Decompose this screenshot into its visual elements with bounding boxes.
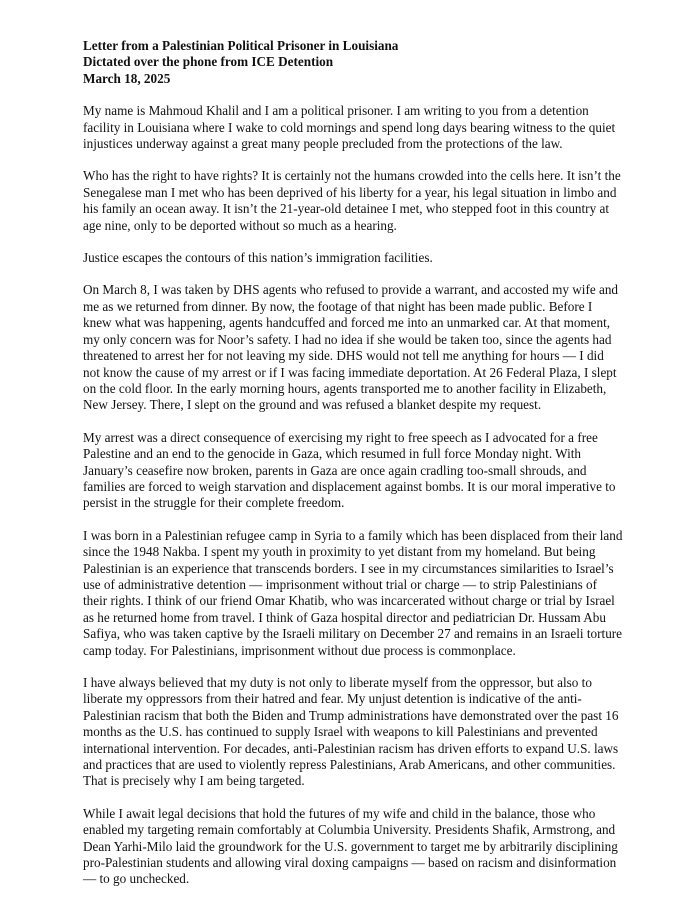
paragraph-6: I was born in a Palestinian refugee camp in Syria to a family which has been displaced from their land since the 1948 Nakba. I spent my youth in proximity to yet distant from my homeland. But being Palestinian is an experience that transcends borders. I see in my circumstances similarities to Israel’s use of administrative detention — imprisonment without trial or charge — to strip Palestinians of their rights. I think of our friend Omar Khatib, who was incarcerated without charge or trial by Israel as he returned home from travel. I think of Gaza hospital director and pediatrician Dr. Hussam Abu Safiya, who was taken captive by the Israeli military on December 27 and remains in an Israeli torture camp today. For Palestinians, imprisonment without due process is commonplace. — [83, 527, 623, 658]
paragraph-2: Who has the right to have rights? It is certainly not the humans crowded into the cells here. It isn’t the Senegalese man I met who has been deprived of his liberty for a year, his legal situation in limbo and his family an ocean away. It isn’t the 21-year-old detainee I met, who stepped foot in this country at age nine, only to be deported without so much as a hearing. — [83, 168, 621, 233]
paragraph-4: On March 8, I was taken by DHS agents who refused to provide a warrant, and accosted my wife and me as we returned from dinner. By now, the footage of that night has been made public. Before I knew what was happening, agents handcuffed and forced me into an unmarked car. At that moment, my only concern was for Noor’s safety. I had no idea if she would be taken too, since the agents had threatened to arrest her for not leaving my side. DHS would not tell me anything for hours — I did not know the cause of my arrest or if I was facing immediate deportation. At 26 Federal Plaza, I slept on the cold floor. In the early morning hours, agents transported me to another facility in Elizabeth, New Jersey. There, I slept on the ground and was refused a blanket despite my request. — [83, 282, 619, 413]
paragraph-8: While I await legal decisions that hold the futures of my wife and child in the balance, those who enabled my targeting remain comfortably at Columbia University. Presidents Shafik, Armstrong, and Dean Yarhi-Milo laid the groundwork for the U.S. government to target me by arbitrarily disciplining pro-Palestinian students and allowing viral doxing campaigns — based on racism and disinformation — to go unchecked. — [83, 805, 618, 887]
letter-header — [83, 38, 623, 87]
paragraph-5: My arrest was a direct consequence of exercising my right to free speech as I advocated for a free Palestine and an end to the genocide in Gaza, which resumed in full force Monday night. With January’s ceasefire now broken, parents in Gaza are once again cradling too-small shrouds, and families are forced to weigh starvation and displacement against bombs. It is our moral imperative to persist in the struggle for their complete freedom. — [83, 429, 616, 511]
paragraph-7: I have always believed that my duty is not only to liberate myself from the oppressor, but also to liberate my oppressors from their hatred and fear. My unjust detention is indicative of the anti-Palestinian racism that both the Biden and Trump administrations have demonstrated over the past 16 months as the U.S. has continued to supply Israel with weapons to kill Palestinians and prevented international intervention. For decades, anti-Palestinian racism has driven efforts to expand U.S. laws and practices that are used to violently repress Palestinians, Arab Americans, and other communities. That is precisely why I am being targeted. — [83, 675, 619, 789]
letter-page — [83, 38, 623, 904]
paragraph-1: My name is Mahmoud Khalil and I am a political prisoner. I am writing to you from a detention facility in Louisiana where I wake to cold mornings and spend long days bearing witness to the quiet injustices underway against a great many people precluded from the protections of the law. — [83, 103, 616, 152]
letter-date: March 18, 2025 — [83, 70, 171, 86]
letter-subtitle: Dictated over the phone from ICE Detention — [83, 54, 334, 70]
letter-title: Letter from a Palestinian Political Prisoner in Louisiana — [83, 38, 399, 53]
letter-body — [83, 103, 623, 888]
paragraph-3: Justice escapes the contours of this nation’s immigration facilities. — [83, 250, 433, 266]
